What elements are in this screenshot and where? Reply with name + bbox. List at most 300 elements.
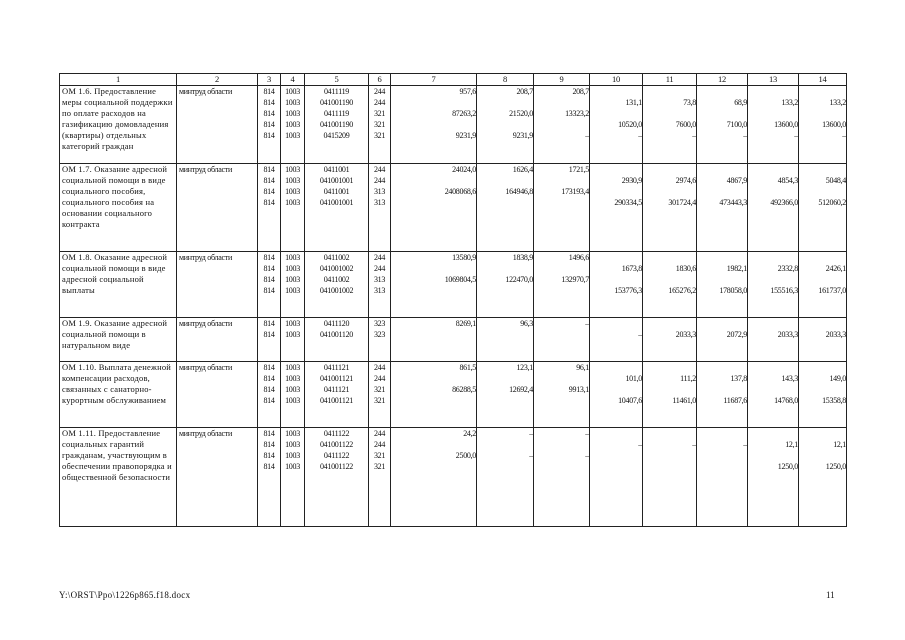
cell-value [590,318,642,329]
data-cell [799,428,847,527]
data-cell [258,86,281,164]
cell-value: 244 [373,429,386,438]
column-header: 2 [177,74,258,86]
measure-name: ОМ 1.10. Выплата денежной компенсации расходов, связанных с санаторно-курортным обслуживанием [60,362,177,428]
cell-value: 1003 [285,187,300,196]
cell-value: 1003 [285,275,300,284]
cell-value: 1250,0 [825,462,846,471]
cell-value: 9913,1 [568,385,589,394]
cell-value: 96,1 [576,363,589,372]
cell-value: 814 [263,131,275,140]
measure-name: ОМ 1.7. Оказание адресной социальной помощи в виде социального пособия, социального пособия на основании социального контракта [60,164,177,252]
cell-value: 164946,8 [505,187,533,196]
cell-value: 133,2 [781,98,798,107]
data-cell [799,164,847,252]
cell-value [391,395,476,406]
cell-value: 1496,6 [568,253,589,262]
cell-value [391,329,476,340]
cell-value: 244 [373,176,386,185]
data-cell [748,318,799,362]
column-header: 12 [697,74,748,86]
data-cell [305,86,369,164]
cell-value: – [638,131,642,140]
cell-value: 1003 [285,176,300,185]
data-cell [697,252,748,318]
cell-value [799,428,846,439]
cell-value: 323 [373,330,386,339]
data-cell [534,362,590,428]
cell-value [391,461,476,472]
cell-value [477,119,533,130]
cell-value: 13600,0 [822,120,846,129]
executor: минтруд области [177,86,258,164]
cell-value: 11461,0 [672,396,696,405]
data-cell [748,428,799,527]
cell-value [590,86,642,97]
page-number: 11 [826,590,835,600]
cell-value [534,373,589,384]
data-cell [391,252,477,318]
data-cell [281,86,305,164]
column-header: 6 [369,74,391,86]
cell-value: 1003 [285,385,300,394]
cell-value [590,108,642,119]
cell-value: 137,8 [730,374,747,383]
data-cell [697,86,748,164]
cell-value [643,384,696,395]
data-cell [534,252,590,318]
data-cell [391,428,477,527]
cell-value: 1003 [285,286,300,295]
cell-value [748,384,798,395]
cell-value: – [585,319,589,328]
cell-value: 1003 [285,374,300,383]
cell-value: 1003 [285,451,300,460]
cell-value: 814 [263,275,275,284]
cell-value: 313 [373,187,386,196]
cell-value [643,164,696,175]
cell-value: 244 [373,98,386,107]
data-cell [281,164,305,252]
column-header: 3 [258,74,281,86]
cell-value: – [529,451,533,460]
cell-value: 323 [373,319,386,328]
cell-value: 133,2 [829,98,846,107]
table-row [60,252,847,318]
cell-value: 321 [373,109,386,118]
cell-value: 814 [263,98,275,107]
data-cell [369,318,391,362]
data-cell [799,318,847,362]
column-header: 11 [643,74,697,86]
cell-value [697,186,747,197]
cell-value: 041001190 [319,98,353,107]
cell-value [697,362,747,373]
cell-value: 2500,0 [455,451,476,460]
cell-value: 814 [263,363,275,372]
cell-value: 1003 [285,462,300,471]
cell-value: 1003 [285,87,300,96]
cell-value: 041001002 [319,264,354,273]
executor: минтруд области [177,164,258,252]
cell-value: 2974,6 [675,176,696,185]
cell-value [590,428,642,439]
cell-value: 244 [373,363,386,372]
cell-value: 1673,8 [621,264,642,273]
data-cell [258,318,281,362]
cell-value: 12,1 [785,440,798,449]
cell-value [748,186,798,197]
cell-value [697,108,747,119]
data-cell [369,362,391,428]
data-cell [477,362,534,428]
cell-value: 1003 [285,98,300,107]
data-cell [590,252,643,318]
cell-value: 041001001 [319,198,354,207]
cell-value [799,86,846,97]
executor: минтруд области [177,252,258,318]
cell-value: – [794,131,798,140]
cell-value: 473443,3 [719,198,747,207]
column-header: 10 [590,74,643,86]
data-cell [369,428,391,527]
cell-value: 0411119 [323,109,349,118]
cell-value: 1003 [285,396,300,405]
cell-value: 2930,9 [621,176,642,185]
cell-value: 814 [263,429,275,438]
cell-value: 8269,1 [455,319,476,328]
cell-value [590,252,642,263]
cell-value: 155516,3 [770,286,798,295]
cell-value: 96,3 [520,319,533,328]
cell-value: 814 [263,120,275,129]
cell-value: 13323,2 [565,109,589,118]
cell-value: 0411120 [323,319,350,328]
data-cell [697,318,748,362]
cell-value [643,252,696,263]
cell-value [643,274,696,285]
cell-value: 041001121 [319,396,353,405]
cell-value: 814 [263,187,275,196]
cell-value [799,450,846,461]
column-header: 13 [748,74,799,86]
cell-value [799,252,846,263]
data-cell [391,362,477,428]
cell-value: 73,8 [683,98,696,107]
cell-value [643,428,696,439]
cell-value: 0411001 [323,187,350,196]
cell-value [534,197,589,208]
measure-name: ОМ 1.11. Предоставление социальных гарантий гражданам, участвующим в обеспечении правопорядка и общественной безопасности [60,428,177,527]
data-cell [258,164,281,252]
cell-value: 1838,9 [512,253,533,262]
cell-value [590,186,642,197]
cell-value: 87263,2 [452,109,476,118]
cell-value [477,263,533,274]
data-cell [305,318,369,362]
budget-table [59,73,847,527]
cell-value: 13600,0 [774,120,798,129]
cell-value: 1069804,5 [444,275,476,284]
cell-value [477,197,533,208]
cell-value: 1830,6 [675,264,696,273]
cell-value [643,461,696,472]
cell-value: 4867,9 [726,176,747,185]
cell-value [477,329,533,340]
cell-value: 2408068,6 [444,187,476,196]
cell-value: – [743,131,747,140]
cell-value [391,439,476,450]
cell-value: 2033,3 [675,330,696,339]
cell-value: 814 [263,176,275,185]
data-cell [281,428,305,527]
table-row [60,428,847,527]
cell-value: 0411002 [323,253,350,262]
cell-value: 1003 [285,109,300,118]
cell-value [748,164,798,175]
cell-value [391,373,476,384]
data-cell [258,252,281,318]
cell-value: 1003 [285,198,300,207]
cell-value: 492366,0 [770,198,798,207]
cell-value: 814 [263,330,275,339]
cell-value: – [638,330,642,339]
cell-value: 12692,4 [509,385,533,394]
cell-value: 0411122 [323,451,350,460]
cell-value: 101,0 [625,374,642,383]
cell-value [534,263,589,274]
data-cell [697,164,748,252]
cell-value: 9231,9 [512,131,533,140]
cell-value: 814 [263,462,275,471]
cell-value [799,186,846,197]
cell-value: 041001001 [319,176,354,185]
cell-value: 1250,0 [777,462,798,471]
data-cell [305,362,369,428]
cell-value [697,384,747,395]
cell-value: 12,1 [833,440,846,449]
data-cell [799,252,847,318]
cell-value: 321 [373,385,386,394]
cell-value [590,450,642,461]
cell-value: 132970,7 [561,275,589,284]
cell-value: 313 [373,286,386,295]
cell-value [534,119,589,130]
data-cell [281,318,305,362]
cell-value: 1982,1 [726,264,747,273]
cell-value [643,108,696,119]
cell-value: – [529,429,533,438]
cell-value: 10407,6 [618,396,642,405]
cell-value [391,285,476,296]
cell-value: 1003 [285,429,300,438]
cell-value [643,318,696,329]
data-cell [281,252,305,318]
measure-name: ОМ 1.8. Оказание адресной социальной помощи в виде адресной социальной выплаты [60,252,177,318]
cell-value [590,384,642,395]
cell-value [643,86,696,97]
table-row [60,86,847,164]
cell-value: 814 [263,451,275,460]
cell-value: 814 [263,264,275,273]
cell-value: 957,6 [459,87,476,96]
cell-value: 10520,0 [618,120,642,129]
cell-value: 313 [373,198,386,207]
cell-value: 1721,5 [568,165,589,174]
data-cell [477,428,534,527]
data-cell [590,318,643,362]
data-cell [748,86,799,164]
cell-value: 143,3 [781,374,798,383]
cell-value: 1003 [285,253,300,262]
cell-value: – [638,440,642,449]
data-cell [697,362,748,428]
data-cell [697,428,748,527]
cell-value: 2426,1 [825,264,846,273]
cell-value [534,395,589,406]
cell-value [748,86,798,97]
cell-value [477,175,533,186]
data-cell [534,86,590,164]
cell-value: – [692,440,696,449]
cell-value: 5048,4 [825,176,846,185]
cell-value [697,461,747,472]
cell-value: 21520,0 [509,109,533,118]
data-cell [643,318,697,362]
data-cell [643,252,697,318]
cell-value: 149,0 [829,374,846,383]
cell-value: 123,1 [516,363,533,372]
cell-value: 1003 [285,440,300,449]
cell-value: 313 [373,275,386,284]
measure-name: ОМ 1.9. Оказание адресной социальной помощи в натуральном виде [60,318,177,362]
cell-value [697,428,747,439]
cell-value: 208,7 [572,87,589,96]
cell-value [697,164,747,175]
cell-value: 814 [263,440,275,449]
cell-value: 861,5 [459,363,476,372]
cell-value: 7600,0 [675,120,696,129]
cell-value [643,362,696,373]
cell-value: 0411002 [323,275,350,284]
cell-value: 161737,0 [818,286,846,295]
cell-value: 153776,3 [614,286,642,295]
data-cell [477,252,534,318]
cell-value: 2332,8 [777,264,798,273]
data-cell [258,428,281,527]
data-cell [305,252,369,318]
cell-value: 041001120 [319,330,353,339]
cell-value: 24024,0 [452,165,476,174]
cell-value: 814 [263,165,275,174]
cell-value: 244 [373,264,386,273]
data-cell [534,428,590,527]
cell-value: 0411001 [323,165,350,174]
data-cell [643,86,697,164]
cell-value [799,384,846,395]
data-cell [281,362,305,428]
cell-value [477,461,533,472]
cell-value [477,395,533,406]
cell-value: 0411121 [323,363,350,372]
cell-value: 24,2 [463,429,476,438]
data-cell [369,164,391,252]
cell-value [477,285,533,296]
cell-value: 041001122 [319,440,353,449]
cell-value: 68,9 [734,98,747,107]
cell-value: 244 [373,440,386,449]
data-cell [391,318,477,362]
cell-value [799,362,846,373]
data-cell [391,164,477,252]
data-cell [590,86,643,164]
cell-value [748,252,798,263]
cell-value: – [842,131,846,140]
data-cell [643,428,697,527]
cell-value: 2033,3 [777,330,798,339]
data-cell [305,428,369,527]
measure-name: ОМ 1.6. Предоставление меры социальной поддержки по оплате расходов на газификацию домовладения (квартиры) отдельных категорий граждан [60,86,177,164]
cell-value: 321 [373,462,386,471]
cell-value: 244 [373,253,386,262]
data-cell [643,164,697,252]
cell-value: 814 [263,385,275,394]
cell-value: 9231,9 [455,131,476,140]
cell-value: 814 [263,253,275,262]
data-cell [477,318,534,362]
executor: минтруд области [177,318,258,362]
cell-value: – [692,131,696,140]
cell-value: 321 [373,396,386,405]
cell-value: 244 [373,374,386,383]
cell-value: 244 [373,87,386,96]
cell-value: 814 [263,396,275,405]
data-cell [590,362,643,428]
cell-value [534,329,589,340]
cell-value: 111,2 [680,374,696,383]
cell-value: 165276,2 [668,286,696,295]
cell-value: 131,1 [625,98,642,107]
cell-value: 0411121 [323,385,350,394]
cell-value: – [585,429,589,438]
cell-value: – [585,451,589,460]
cell-value: 0411122 [323,429,350,438]
cell-value: 512060,2 [818,198,846,207]
cell-value: 1003 [285,131,300,140]
column-header: 8 [477,74,534,86]
cell-value: 122470,0 [505,275,533,284]
cell-value [534,461,589,472]
cell-value [391,119,476,130]
cell-value: 321 [373,131,386,140]
cell-value: 13580,9 [452,253,476,262]
data-cell [748,362,799,428]
cell-value: 290334,5 [614,198,642,207]
table-row [60,318,847,362]
cell-value: 1626,4 [512,165,533,174]
cell-value [697,86,747,97]
cell-value: – [585,131,589,140]
column-header: 14 [799,74,847,86]
cell-value: 814 [263,109,275,118]
cell-value: 1003 [285,120,300,129]
cell-value: 178058,0 [719,286,747,295]
cell-value [590,362,642,373]
column-header: 9 [534,74,590,86]
cell-value [799,108,846,119]
data-cell [799,362,847,428]
cell-value: 173193,4 [561,187,589,196]
